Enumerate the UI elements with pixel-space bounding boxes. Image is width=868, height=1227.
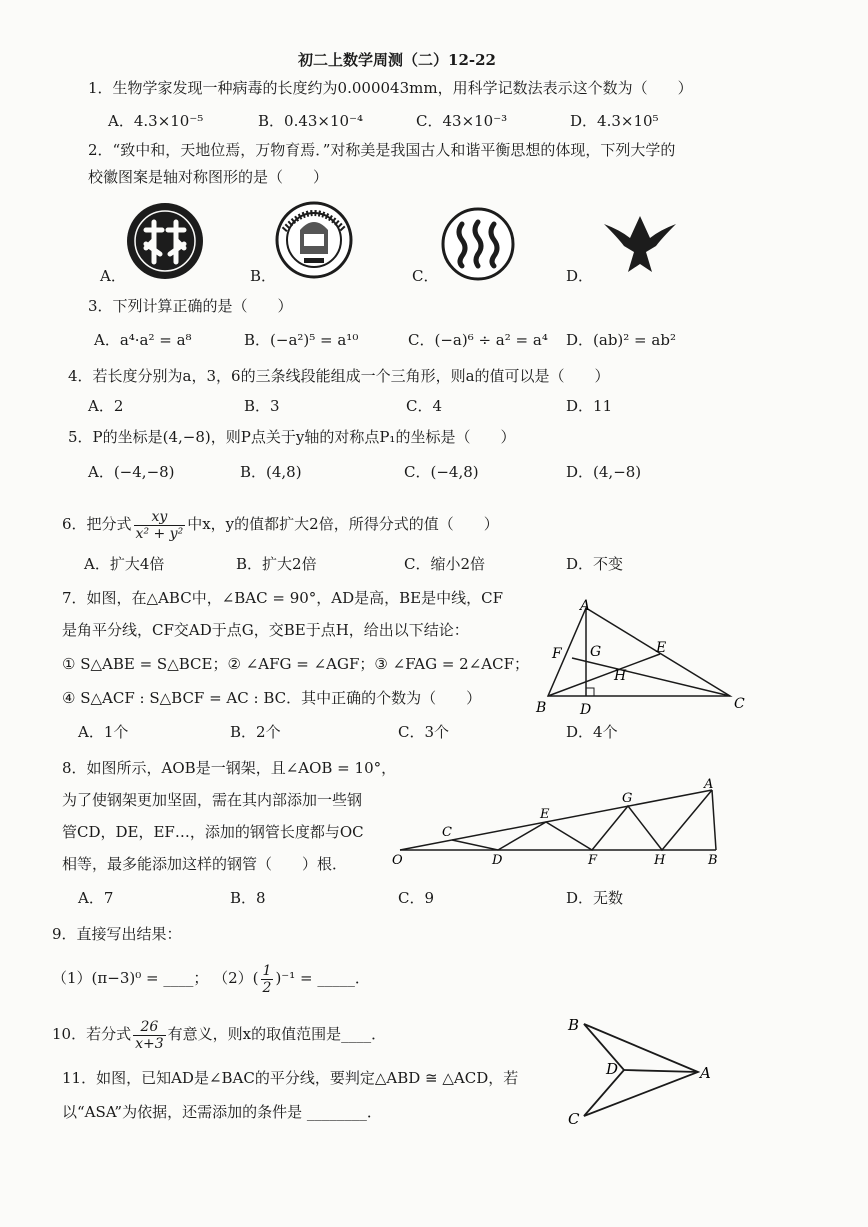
q10-suffix: 有意义，则x的取值范围是____． [167, 1025, 387, 1043]
q9-fraction-numerator: 1 [262, 962, 272, 979]
q6-option-a: A．扩大4倍 [84, 555, 165, 573]
q3-option-d: D．(ab)² = ab² [566, 331, 676, 349]
q4-text: 4．若长度分别为a，3，6的三条线段能组成一个三角形，则a的值可以是（ ） [68, 367, 610, 385]
q6-fraction-denominator: x² + y² [135, 525, 184, 542]
q3-option-b: B．(−a²)⁵ = a¹⁰ [244, 331, 359, 349]
q11-label-b: B [568, 1016, 580, 1034]
q8-option-d: D．无数 [566, 889, 624, 907]
q5-option-c: C．(−4,8) [404, 463, 479, 481]
q6-suffix: 中x，y的值都扩大2倍，所得分式的值（ ） [187, 515, 499, 533]
q5-text: 5．P的坐标是(4,−8)，则P点关于y轴的对称点P₁的坐标是（ ） [68, 428, 516, 446]
q6-fraction [134, 509, 186, 542]
q7-line3: ① S△ABE = S△BCE；② ∠AFG = ∠AGF；③ ∠FAG = 2∠ACF； [62, 655, 530, 673]
q3-option-a: A．a⁴·a² = a⁸ [94, 331, 192, 349]
q7-option-b: B．2个 [230, 723, 281, 741]
q10-prefix: 10．若分式 [52, 1025, 132, 1043]
q8-label-c: C [442, 825, 452, 840]
q8-label-o: O [392, 853, 403, 868]
q4-option-c: C．4 [406, 397, 443, 415]
q2-option-c: C． [412, 267, 439, 285]
q8-label-b: B [708, 853, 718, 868]
q10-fraction-numerator: 26 [133, 1019, 166, 1036]
q1-option-c: C．43×10⁻³ [416, 112, 508, 130]
q8-line3: 管CD，DE，EF…，添加的钢管长度都与OC [62, 823, 364, 841]
q7-option-c: C．3个 [398, 723, 450, 741]
q6-text [62, 506, 499, 542]
q8-label-f: F [588, 853, 598, 868]
q7-option-d: D．4个 [566, 723, 618, 741]
q9-parts [52, 958, 370, 998]
tsinghua-university-logo-icon [274, 200, 354, 280]
q6-option-b: B．扩大2倍 [236, 555, 317, 573]
q8-option-a: A．7 [78, 889, 114, 907]
q11-label-d: D [606, 1060, 619, 1078]
q8-option-c: C．9 [398, 889, 435, 907]
q5-option-a: A．(−4,−8) [88, 463, 175, 481]
q3-text: 3．下列计算正确的是（ ） [88, 297, 293, 315]
page-title: 初二上数学周测（二）12-22 [298, 51, 496, 69]
q7-line1: 7．如图，在△ABC中，∠BAC = 90°，AD是高，BE是中线，CF [62, 589, 504, 607]
q7-label-c: C [734, 696, 745, 712]
q5-option-b: B．(4,8) [240, 463, 302, 481]
q7-triangle-figure [530, 596, 760, 720]
q9-part2-suffix: )⁻¹ = _____． [275, 969, 370, 987]
q2-line2: 校徽图案是轴对称图形的是（ ） [88, 168, 329, 186]
q11-label-a: A [700, 1064, 711, 1082]
q4-option-a: A．2 [88, 397, 124, 415]
q11-figure [560, 1010, 730, 1130]
q7-line4: ④ S△ACF : S△BCF = AC : BC．其中正确的个数为（ ） [62, 689, 482, 707]
q1-text: 1．生物学家发现一种病毒的长度约为0.000043mm，用科学记数法表示这个数为（ ） [88, 79, 693, 97]
q4-option-d: D．11 [566, 397, 613, 415]
q2-option-b: B． [250, 267, 277, 285]
q9-part2-prefix: （2）( [213, 969, 259, 987]
university-c-logo-icon [438, 206, 518, 282]
q7-label-g: G [590, 644, 602, 660]
q6-fraction-numerator: xy [134, 509, 186, 526]
q7-label-f: F [552, 646, 562, 662]
q9-part1: （1）(π−3)⁰ = ____； [52, 969, 209, 987]
q8-label-d: D [492, 853, 503, 868]
q8-steel-frame-figure [390, 776, 730, 872]
q7-line2: 是角平分线，CF交AD于点G，交BE于点H，给出以下结论： [62, 621, 469, 639]
q7-label-a: A [580, 598, 591, 614]
q10-text [52, 1014, 386, 1054]
q5-option-d: D．(4,−8) [566, 463, 642, 481]
q10-fraction [133, 1019, 166, 1052]
q7-label-e: E [656, 640, 667, 656]
q8-label-e: E [540, 807, 550, 822]
q8-line1: 8．如图所示，AOB是一钢架，且∠AOB = 10°， [62, 759, 397, 777]
q2-line1: 2．“致中和，天地位焉，万物育焉．”对称美是我国古人和谐平衡思想的体现，下列大学的 [88, 141, 676, 159]
q8-line2: 为了使钢架更加坚固，需在其内部添加一些钢 [62, 791, 363, 809]
q1-option-d: D．4.3×10⁵ [570, 112, 659, 130]
q1-option-a: A．4.3×10⁻⁵ [108, 112, 204, 130]
q6-option-c: C．缩小2倍 [404, 555, 486, 573]
q9-text: 9．直接写出结果： [52, 925, 182, 943]
q9-fraction [261, 963, 274, 996]
q4-option-b: B．3 [244, 397, 280, 415]
peking-university-logo-icon [124, 200, 206, 282]
q7-label-b: B [536, 700, 547, 716]
q11-line2: 以“ASA”为依据，还需添加的条件是 ________． [62, 1103, 382, 1121]
q10-fraction-denominator: x+3 [135, 1035, 164, 1052]
q7-option-a: A．1个 [78, 723, 129, 741]
university-d-logo-icon [600, 208, 680, 280]
q2-option-d: D． [566, 267, 594, 285]
q2-option-a: A． [100, 267, 126, 285]
q8-label-a: A [704, 777, 714, 792]
q1-option-b: B．0.43×10⁻⁴ [258, 112, 364, 130]
q8-label-g: G [622, 791, 633, 806]
q11-line1: 11．如图，已知AD是∠BAC的平分线，要判定△ABD ≅ △ACD，若 [62, 1069, 519, 1087]
q8-line4: 相等，最多能添加这样的钢管（ ）根． [62, 855, 348, 873]
q7-label-h: H [614, 668, 627, 684]
q6-option-d: D．不变 [566, 555, 624, 573]
q11-label-c: C [568, 1110, 580, 1128]
q7-label-d: D [580, 702, 592, 718]
q8-option-b: B．8 [230, 889, 266, 907]
q9-fraction-denominator: 2 [262, 979, 272, 996]
q6-prefix: 6．把分式 [62, 515, 132, 533]
q3-option-c: C．(−a)⁶ ÷ a² = a⁴ [408, 331, 548, 349]
q8-label-h: H [654, 853, 666, 868]
